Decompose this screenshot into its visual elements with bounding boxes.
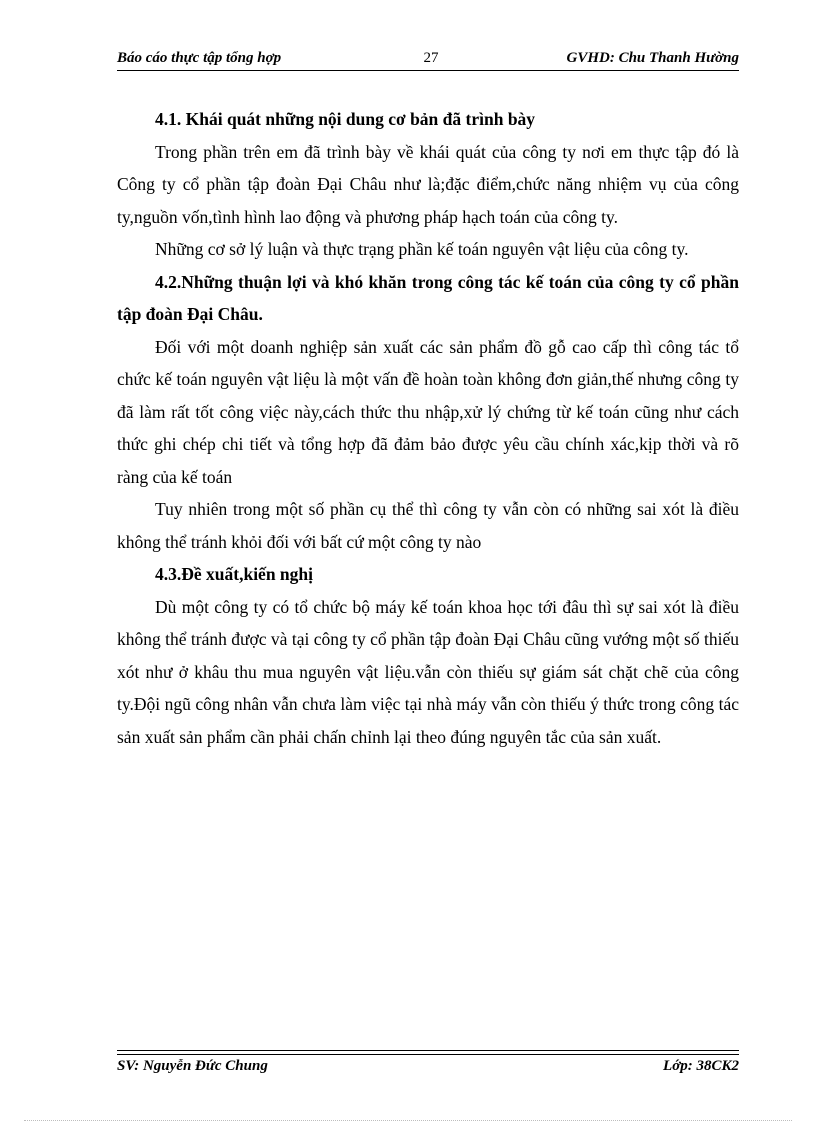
header-page-number: 27 <box>423 50 439 66</box>
footer-class: Lớp: 38CK2 <box>663 1058 739 1074</box>
page-footer <box>117 1058 739 1080</box>
section-4-3-paragraph-1: Dù một công ty có tổ chức bộ máy kế toán khoa học tới đâu thì sự sai xót là điều không thể tránh được và tại công ty cổ phần tập đoàn Đại Châu cũng vướng một số thiếu xót như ở khâu thu mua nguyên vật liệu.vẫn còn thiếu sự giám sát chặt chẽ của công ty.Đội ngũ công nhân vẫn chưa làm việc tại nhà máy vẫn còn thiếu ý thức trong công tác sản xuất sản phẩm cần phải chấn chỉnh lại theo đúng nguyên tắc của sản xuất. <box>117 596 739 747</box>
section-4-3-heading: 4.3.Đề xuất,kiến nghị <box>155 564 314 584</box>
section-4-2-heading: 4.2.Những thuận lợi và khó khăn trong công tác kế toán của công ty cổ phần tập đoàn Đại Châu. <box>117 271 739 324</box>
footer-student-name: SV: Nguyễn Đức Chung <box>117 1058 268 1074</box>
footer-divider-thin <box>117 1050 739 1051</box>
page-header <box>117 48 739 70</box>
header-report-title: Báo cáo thực tập tổng hợp <box>117 50 282 66</box>
section-4-1-heading: 4.1. Khái quát những nội dung cơ bản đã trình bày <box>155 109 536 129</box>
document-body <box>117 103 739 753</box>
section-4-2-paragraph-1: Đối với một doanh nghiệp sản xuất các sản phẩm đồ gỗ cao cấp thì công tác tổ chức kế toán nguyên vật liệu là một vấn đề hoàn toàn không đơn giản,thế nhưng công ty đã làm rất tốt công việc này,cách thức thu nhập,xử lý chứng từ kế toán cũng như cách thức ghi chép chi tiết và tổng hợp đã đảm bảo được yêu cầu chính xác,kịp thời và rõ ràng của kế toán <box>117 336 739 487</box>
section-4-1-paragraph-1: Trong phần trên em đã trình bày về khái quát của công ty nơi em thực tập đó là Công ty cổ phần tập đoàn Đại Châu như là;đặc điểm,chức năng nhiệm vụ của công ty,nguồn vốn,tình hình lao động và phương pháp hạch toán của công ty. <box>117 141 739 227</box>
page-bottom-edge <box>24 1120 792 1121</box>
footer-divider-thick <box>117 1054 739 1055</box>
section-4-2-paragraph-2: Tuy nhiên trong một số phần cụ thể thì công ty vẫn còn có những sai xót là điều không thể tránh khỏi đối với bất cứ một công ty nào <box>117 499 739 552</box>
section-4-1-paragraph-2: Những cơ sở lý luận và thực trạng phần kế toán nguyên vật liệu của công ty. <box>155 239 689 259</box>
header-supervisor: GVHD: Chu Thanh Hường <box>566 50 739 66</box>
header-divider <box>117 70 739 71</box>
